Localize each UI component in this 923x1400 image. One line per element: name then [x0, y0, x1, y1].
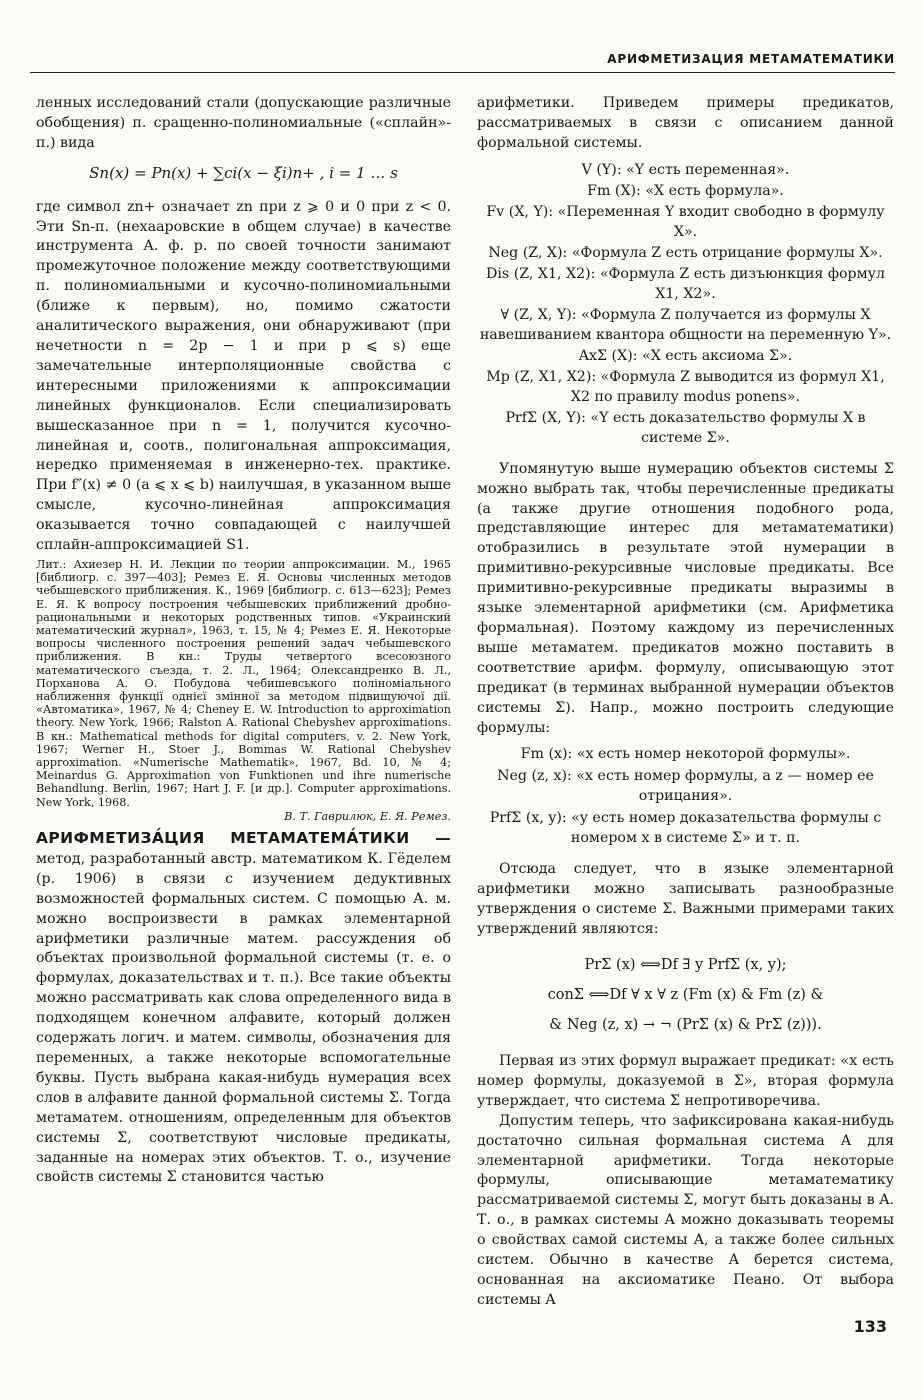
literature-authors: В. Т. Гаврилюк, Е. Я. Ремез. [284, 809, 451, 823]
literature-text: Лит.: Ахиезер Н. И. Лекции по теории аппроксимации. М., 1965 [библиогр. с. 397—403]; Ремез Е. Я. Основы численных методов чебышевского приближения. К., 1969 [библиогр. с. 613—623]; Ремез Е. Я. К вопросу построения чебышевских приближений дробно-рациональными и некоторых родственных типов. «Украинский математический журнал», 1963, т. 15, № 4; Ремез Е. Я. Некоторые вопросы численного построения решений задач чебышевского приближения. В кн.: Труды четвертого всесоюзного математического съезда, т. 2. Л., 1964; Олександренко В. Л., Порханова А. О. Побудова чебишевського поліноміального наближення функції однієї змінної за методом підвищуючої дії. «Автоматика», 1967, № 4; Cheney E. W. Introduction to approximation theory. New York, 1966; Ralston A. Rational Chebyshev approximations. В кн.: Mathematical methods for digital computers, v. 2. New York, 1967; Werner H., Stoer J., Bommas W. Rational Chebyshev approximation. «Numerische Mathematik», 1967, Bd. 10, № 4; Meinardus G. Approximation von Funktionen und ihre numerische Behandlung. Berlin, 1967; Hart J. F. [и др.]. Computer approximations. New York, 1968. [36, 557, 451, 809]
right-paragraph-2: Отсюда следует, что в языке элементарной арифметики можно записывать разнообразные утверждения о системе Σ. Важными примерами таких утверждений являются: [477, 861, 894, 938]
right-paragraph-3: Первая из этих формул выражает предикат: «x есть номер формулы, доказуемой в Σ», вторая формула утверждает, что система Σ непротиворечива. [477, 1053, 894, 1109]
predicate-list [477, 160, 894, 448]
left-column [36, 94, 451, 1188]
spline-formula: Sn(x) = Pn(x) + ∑ci(x − ξi)n+ , i = 1 … s [89, 163, 398, 182]
right-paragraph-4: Допустим теперь, что зафиксирована какая-нибудь достаточно сильная формальная система A для элементарной арифметики. Тогда некоторые формулы, описывающие метаматематику рассматриваемой системы Σ, могут быть доказаны в A. Т. о., в рамках системы A можно доказывать теоремы о свойствах самой системы A, а также более сильных систем. Обычно в качестве A берется система, основанная на аксиоматике Пеано. От выбора системы A [477, 1112, 894, 1308]
right-paragraph-1: Упомянутую выше нумерацию объектов системы Σ можно выбрать так, чтобы перечисленные предикаты (а также другие отношения подобного рода, представляющие интерес для метаматематики) отобразились в результате этой нумерации в примитивно-рекурсивные числовые предикаты. Все примитивно-рекурсивные предикаты выразимы в языке элементарной арифметики (см. Арифметика формальная). Поэтому каждому из перечисленных выше метаматем. предикатов можно поставить в соответствие арифм. формулу, описывающую этот предикат (в терминах выбранной нумерации объектов системы Σ). Напр., можно построить следующие формулы: [477, 460, 894, 736]
display-formula-pr: PrΣ (x) ⟺Df ∃ y PrfΣ (x, y); [584, 957, 787, 974]
article-entry [36, 829, 451, 1188]
predicate-item: ∀ (Z, X, Y): «Формула Z получается из формулы X навешиванием квантора общности на переменную Y». [479, 306, 892, 343]
article-title: АРИФМЕТИЗА́ЦИЯ МЕТАМАТЕМА́ТИКИ — [36, 829, 451, 847]
formula-item: PrfΣ (x, y): «y есть номер доказательства формулы с номером x в системе Σ» и т. п. [489, 810, 882, 847]
predicate-item: Mp (Z, X1, X2): «Формула Z выводится из формул X1, X2 по правилу modus ponens». [486, 368, 885, 405]
arithmetic-formula-list [477, 744, 894, 848]
running-header [30, 50, 895, 72]
page-number: 133 [853, 1317, 887, 1336]
literature-block [36, 558, 451, 823]
formula-item: Fm (x): «x есть номер некоторой формулы». [520, 746, 851, 763]
right-intro: арифметики. Приведем примеры предикатов, рассматриваемых в связи с описанием данной формальной системы. [477, 95, 894, 151]
predicate-item: AxΣ (X): «X есть аксиома Σ». [578, 347, 793, 364]
predicate-item: Fm (X): «X есть формула». [587, 182, 784, 199]
predicate-item: V (Y): «Y есть переменная». [581, 161, 790, 178]
display-formulas [477, 954, 894, 1036]
display-formula-con: conΣ ⟺Df ∀ x ∀ z (Fm (x) & Fm (z) & [547, 987, 824, 1004]
display-formula-con-cont: & Neg (z, x) → ¬ (PrΣ (x) & PrΣ (z))). [549, 1017, 822, 1034]
predicate-item: Fv (X, Y): «Переменная Y входит свободно в формулу X». [486, 203, 885, 240]
left-intro: ленных исследований стали (допускающие различные обобщения) п. сращенно-полиномиальные («сплайн»-п.) вида [36, 95, 451, 151]
header-rule [30, 72, 895, 73]
predicate-item: Neg (Z, X): «Формула Z есть отрицание формулы X». [488, 244, 883, 261]
predicate-item: PrfΣ (X, Y): «Y есть доказательство формулы X в системе Σ». [505, 409, 866, 446]
article-body: метод, разработанный австр. математиком К. Гёделем (р. 1906) в связи с изучением дедуктивных возможностей формальных систем. С помощью А. м. можно воспроизвести в рамках элементарной арифметики различные матем. рассуждения об объектах произвольной формальной системы (т. е. о формулах, доказательствах и т. п.). Все такие объекты можно рассматривать как слова определенного вида в подходящем конечном алфавите, который должен содержать логич. и матем. символы, обозначения для переменных, а также некоторые вспомогательные буквы. Пусть выбрана какая-нибудь нумерация всех слов в алфавите данной формальной системы Σ. Тогда метаматем. отношениям, определенным для объектов системы Σ, соответствуют числовые предикаты, заданные на номерах этих объектов. Т. о., изучение свойств системы Σ становится частью [36, 850, 451, 1186]
predicate-item: Dis (Z, X1, X2): «Формула Z есть дизъюнкция формул X1, X2». [486, 265, 885, 302]
left-body: где символ zn+ означает zn при z ⩾ 0 и 0 при z < 0. Эти Sn-п. (нехааровские в общем случае) в качестве инструмента А. ф. р. по своей точности занимают промежуточное положение между соответствующими п. полиномиальными и кусочно-полиномиальными (ближе к первым), но, помимо сжатости аналитического выражения, они обнаруживают (при нечетности n = 2p − 1 и при p ⩽ s) еще замечательные интерполяционные свойства с интересными приложениями к аппроксимации линейных функционалов. Если специализировать вышесказанное при n = 1, получится кусочно-линейная и, соотв., полигональная аппроксимация, нередко применяемая в инженерно-тех. практике. При f″(x) ≠ 0 (a ⩽ x ⩽ b) наилучшая, в указанном выше смысле, кусочно-линейная аппроксимация оказывается точно совпадающей с наилучшей сплайн-аппроксимацией S1. [36, 198, 451, 554]
formula-item: Neg (z, x): «x есть номер формулы, а z — номер ее отрицания». [497, 768, 874, 805]
right-column [477, 94, 894, 1311]
running-header-title: АРИФМЕТИЗАЦИЯ МЕТАМАТЕМАТИКИ [607, 52, 895, 66]
